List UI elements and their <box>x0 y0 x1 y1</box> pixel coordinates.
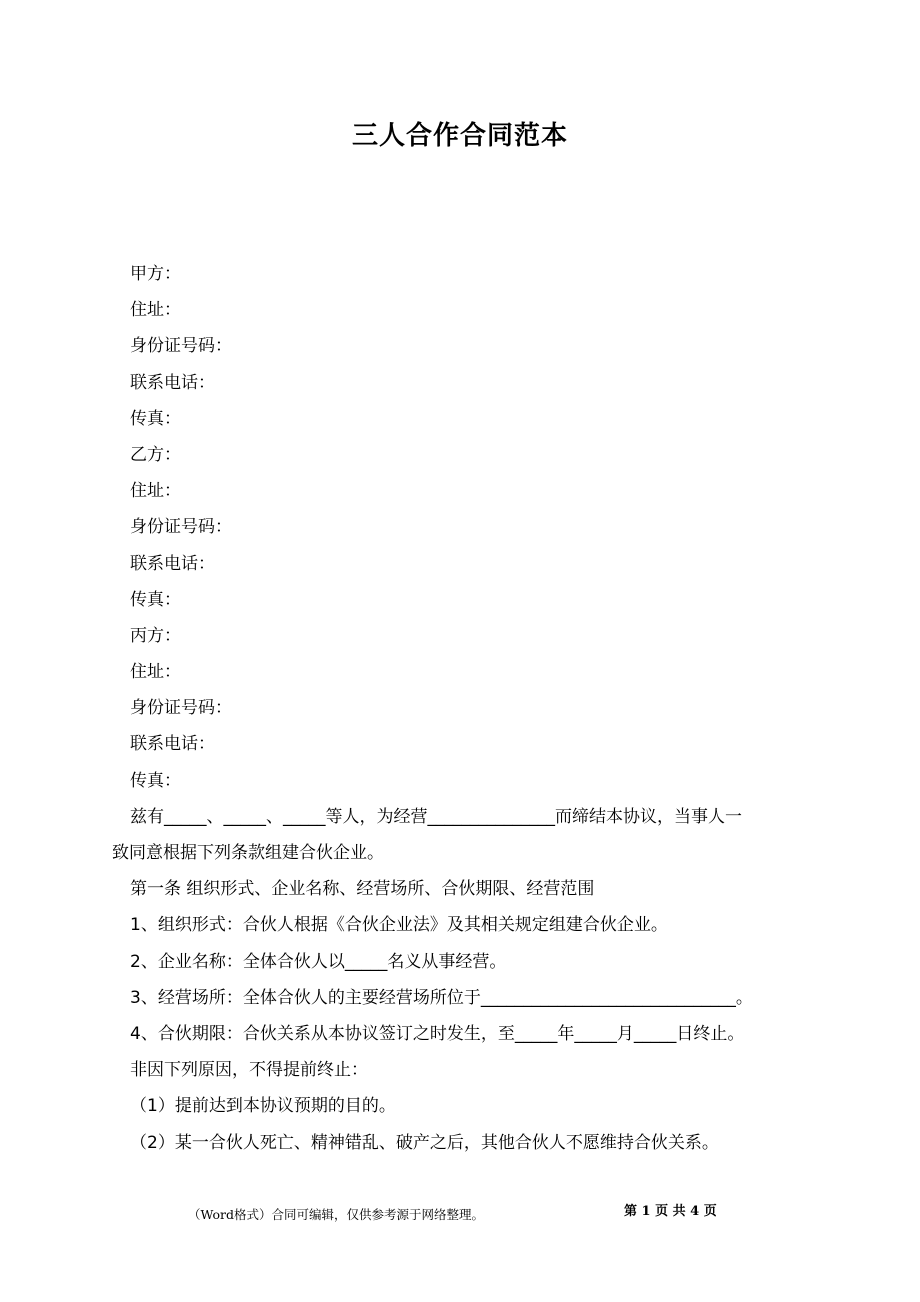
document-title: 三人合作合同范本 <box>351 121 568 151</box>
party-b-fax: 传真： <box>130 589 181 610</box>
preamble-line-2: 致同意根据下列条款组建合伙企业。 <box>112 843 384 863</box>
party-c-label: 丙方： <box>130 625 181 646</box>
party-b-label: 乙方： <box>130 444 181 465</box>
clause-partnership-term: 4、合伙期限：合伙关系从本协议签订之时发生，至_____年_____月_____日终止。 <box>130 1023 745 1044</box>
page-indicator: 第 1 页 共 4 页 <box>624 1204 717 1219</box>
party-a-id-number: 身份证号码： <box>130 336 232 357</box>
party-a-phone: 联系电话： <box>130 372 215 393</box>
clause-company-name: 2、企业名称：全体合伙人以_____名义从事经营。 <box>130 951 507 972</box>
party-c-phone: 联系电话： <box>130 734 215 755</box>
party-a-fax: 传真： <box>130 408 181 429</box>
party-b-id-number: 身份证号码： <box>130 517 232 538</box>
party-b-phone: 联系电话： <box>130 553 215 574</box>
clause-organization-form: 1、组织形式：合伙人根据《合伙企业法》及其相关规定组建合伙企业。 <box>130 915 668 936</box>
termination-reason-1: （1）提前达到本协议预期的目的。 <box>130 1096 396 1117</box>
footer-note: （Word格式）合同可编辑，仅供参考源于网络整理。 <box>188 1207 485 1222</box>
early-termination-intro: 非因下列原因，不得提前终止： <box>130 1060 368 1081</box>
party-b-address: 住址： <box>130 481 181 502</box>
party-c-id-number: 身份证号码： <box>130 698 232 719</box>
party-c-address: 住址： <box>130 662 181 683</box>
preamble-line-1: 兹有_____、_____、_____等人，为经营_______________而缔结本协议，当事人一 <box>130 806 742 827</box>
party-a-address: 住址： <box>130 300 181 321</box>
termination-reason-2: （2）某一合伙人死亡、精神错乱、破产之后，其他合伙人不愿维持合伙关系。 <box>130 1132 719 1153</box>
party-c-fax: 传真： <box>130 770 181 791</box>
article-1-heading: 第一条 组织形式、企业名称、经营场所、合伙期限、经营范围 <box>130 879 595 900</box>
document-body <box>112 256 812 1161</box>
clause-business-location: 3、经营场所：全体合伙人的主要经营场所位于______________________________。 <box>130 987 753 1008</box>
party-a-label: 甲方： <box>130 264 181 284</box>
